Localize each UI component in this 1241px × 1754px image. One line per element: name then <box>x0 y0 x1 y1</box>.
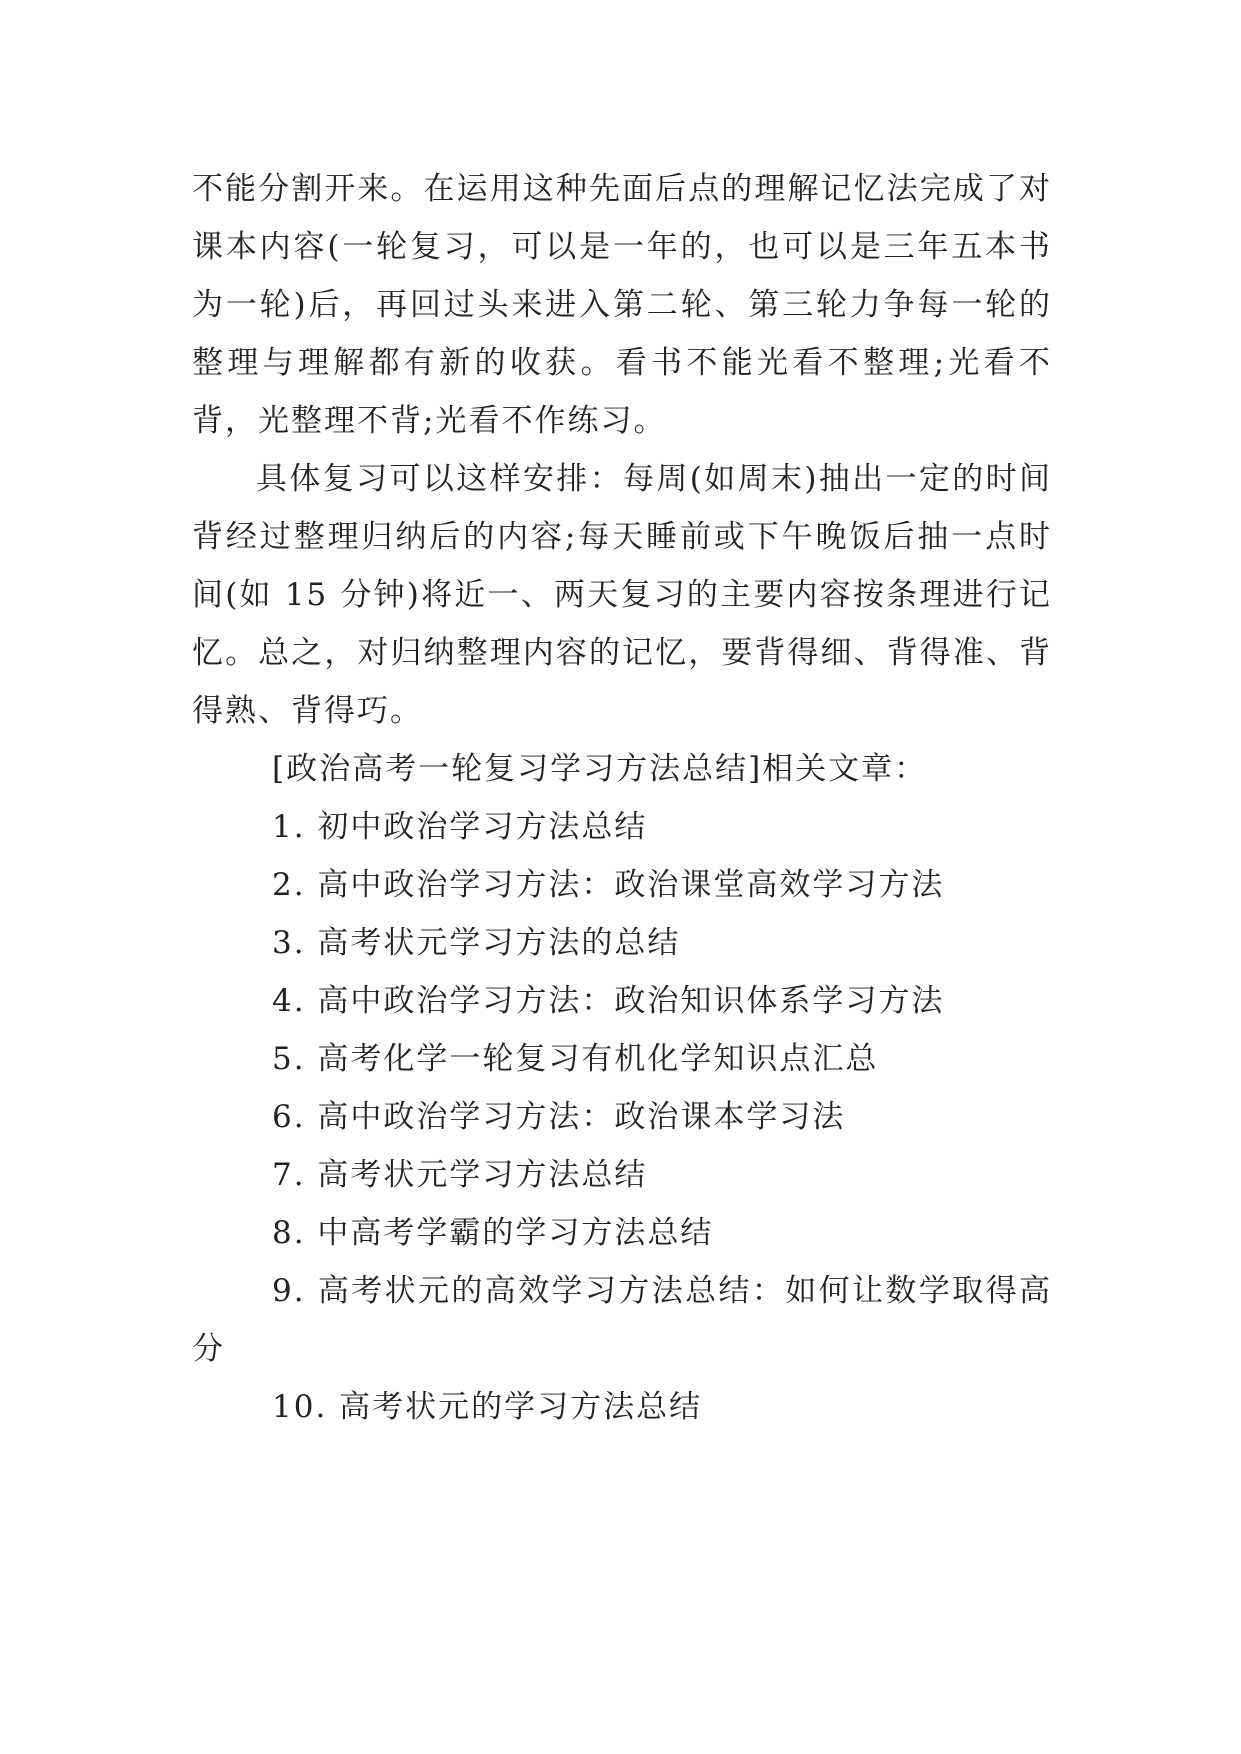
related-article-link[interactable]: 4. 高中政治学习方法：政治知识体系学习方法 <box>272 983 945 1019</box>
related-articles-list <box>192 798 1052 1436</box>
related-article-link[interactable]: 9. 高考状元的高效学习方法总结：如何让数学取得高分 <box>192 1273 1052 1367</box>
related-article-link[interactable]: 10. 高考状元的学习方法总结 <box>272 1389 703 1425</box>
related-article-link[interactable]: 6. 高中政治学习方法：政治课本学习法 <box>272 1099 846 1135</box>
body-paragraph-1: 不能分割开来。在运用这种先面后点的理解记忆法完成了对课本内容(一轮复习，可以是一年的，也可以是三年五本书为一轮)后，再回过头来进入第二轮、第三轮力争每一轮的整理与理解都有新的收获。看书不能光看不整理;光看不背，光整理不背;光看不作练习。 <box>192 171 1052 439</box>
related-articles-heading: [政治高考一轮复习学习方法总结]相关文章： <box>272 751 928 787</box>
body-paragraph-2: 具体复习可以这样安排：每周(如周末)抽出一定的时间背经过整理归纳后的内容;每天睡前或下午晚饭后抽一点时间(如 15 分钟)将近一、两天复习的主要内容按条理进行记忆。总之，对归纳整理内容的记忆，要背得细、背得准、背得熟、背得巧。 <box>192 461 1052 729</box>
document-body <box>192 160 1052 1436</box>
related-article-link[interactable]: 5. 高考化学一轮复习有机化学知识点汇总 <box>272 1041 879 1077</box>
related-article-link[interactable]: 2. 高中政治学习方法：政治课堂高效学习方法 <box>272 867 945 903</box>
related-article-link[interactable]: 7. 高考状元学习方法总结 <box>272 1157 648 1193</box>
related-article-link[interactable]: 3. 高考状元学习方法的总结 <box>272 925 681 961</box>
related-article-link[interactable]: 1. 初中政治学习方法总结 <box>272 809 648 845</box>
related-article-link[interactable]: 8. 中高考学霸的学习方法总结 <box>272 1215 714 1251</box>
